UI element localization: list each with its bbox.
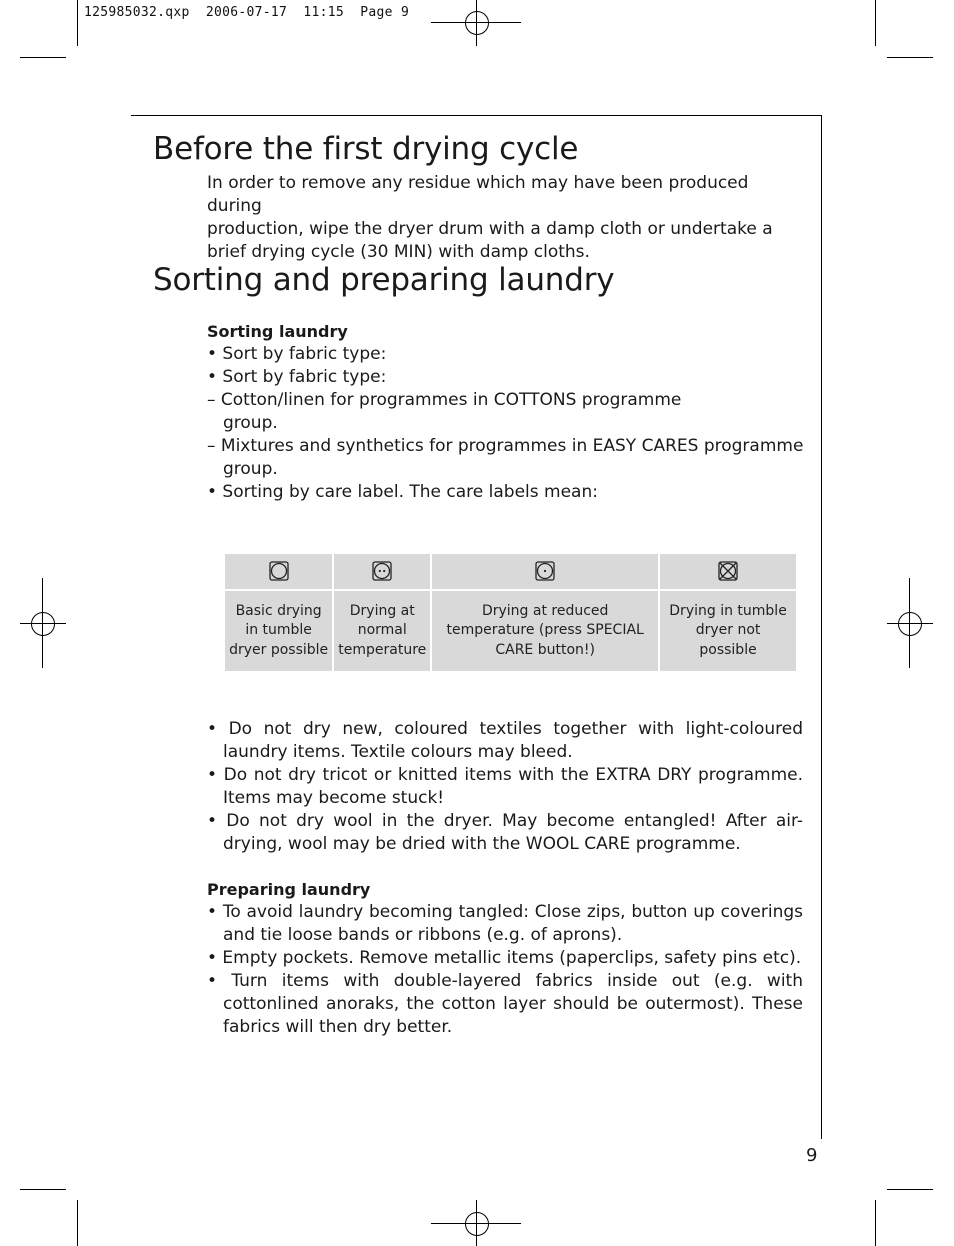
do-not-tumble-dry-icon — [718, 561, 738, 581]
tumble-dry-reduced-icon — [535, 561, 555, 581]
first-cycle-paragraph: In order to remove any residue which may have been produced during production, wipe the dryer drum with a damp cloth or undertake a brief drying cycle (30 MIN) with damp cloths. — [207, 173, 773, 262]
list-item: • Empty pockets. Remove metallic items (paperclips, safety pins etc). — [207, 948, 802, 968]
page-number: 9 — [806, 1145, 818, 1166]
care-icon-cell — [432, 554, 658, 589]
list-item: – Cotton/linen for programmes in COTTONS programme group. — [207, 390, 682, 433]
care-icon-cell — [334, 554, 430, 589]
list-item: • Turn items with double-layered fabrics inside out (e.g. with cottonlined anoraks, the cotton layer should be outermost). These fabrics will then dry better. — [207, 971, 803, 1037]
page-frame-right-rule — [821, 115, 822, 1139]
list-item: • Do not dry wool in the dryer. May become entangled! After air-drying, wool may be dried with the WOOL CARE programme. — [207, 811, 803, 854]
list-item: • Sort by fabric type: — [207, 367, 387, 387]
tumble-dry-basic-icon — [269, 561, 289, 581]
warnings-list — [207, 718, 803, 856]
page-frame-top-rule — [131, 115, 822, 116]
section-title-first-cycle: Before the first drying cycle — [153, 131, 579, 167]
care-icon-cell — [660, 554, 796, 589]
list-item: • Sorting by care label. The care labels mean: — [207, 482, 598, 502]
list-item: • Do not dry tricot or knitted items with the EXTRA DRY programme. Items may become stuck! — [207, 765, 803, 808]
care-label-reduced: Drying at reduced temperature (press SPECIAL CARE button!) — [432, 591, 658, 671]
list-item: • Do not dry new, coloured textiles together with light-coloured laundry items. Textile colours may bleed. — [207, 719, 803, 762]
preparing-laundry-block — [207, 878, 803, 1039]
list-item: – Mixtures and synthetics for programmes in EASY CARES programme group. — [207, 436, 804, 479]
care-icon-cell — [225, 554, 332, 589]
care-label-table — [223, 552, 798, 673]
care-label-normal: Drying at normal temperature — [334, 591, 430, 671]
care-label-basic: Basic drying in tumble dryer possible — [225, 591, 332, 671]
tumble-dry-normal-icon — [372, 561, 392, 581]
sorting-laundry-block — [207, 320, 807, 504]
printer-slug: 125985032.qxp 2006-07-17 11:15 Page 9 — [84, 5, 410, 20]
preparing-laundry-heading: Preparing laundry — [207, 880, 371, 899]
sorting-laundry-heading: Sorting laundry — [207, 322, 348, 341]
care-label-not-possible: Drying in tumble dryer not possible — [660, 591, 796, 671]
list-item: • To avoid laundry becoming tangled: Close zips, button up coverings and tie loose bands or ribbons (e.g. of aprons). — [207, 902, 803, 945]
list-item: • Sort by fabric type: — [207, 344, 387, 364]
section-title-sorting-preparing: Sorting and preparing laundry — [153, 262, 615, 298]
